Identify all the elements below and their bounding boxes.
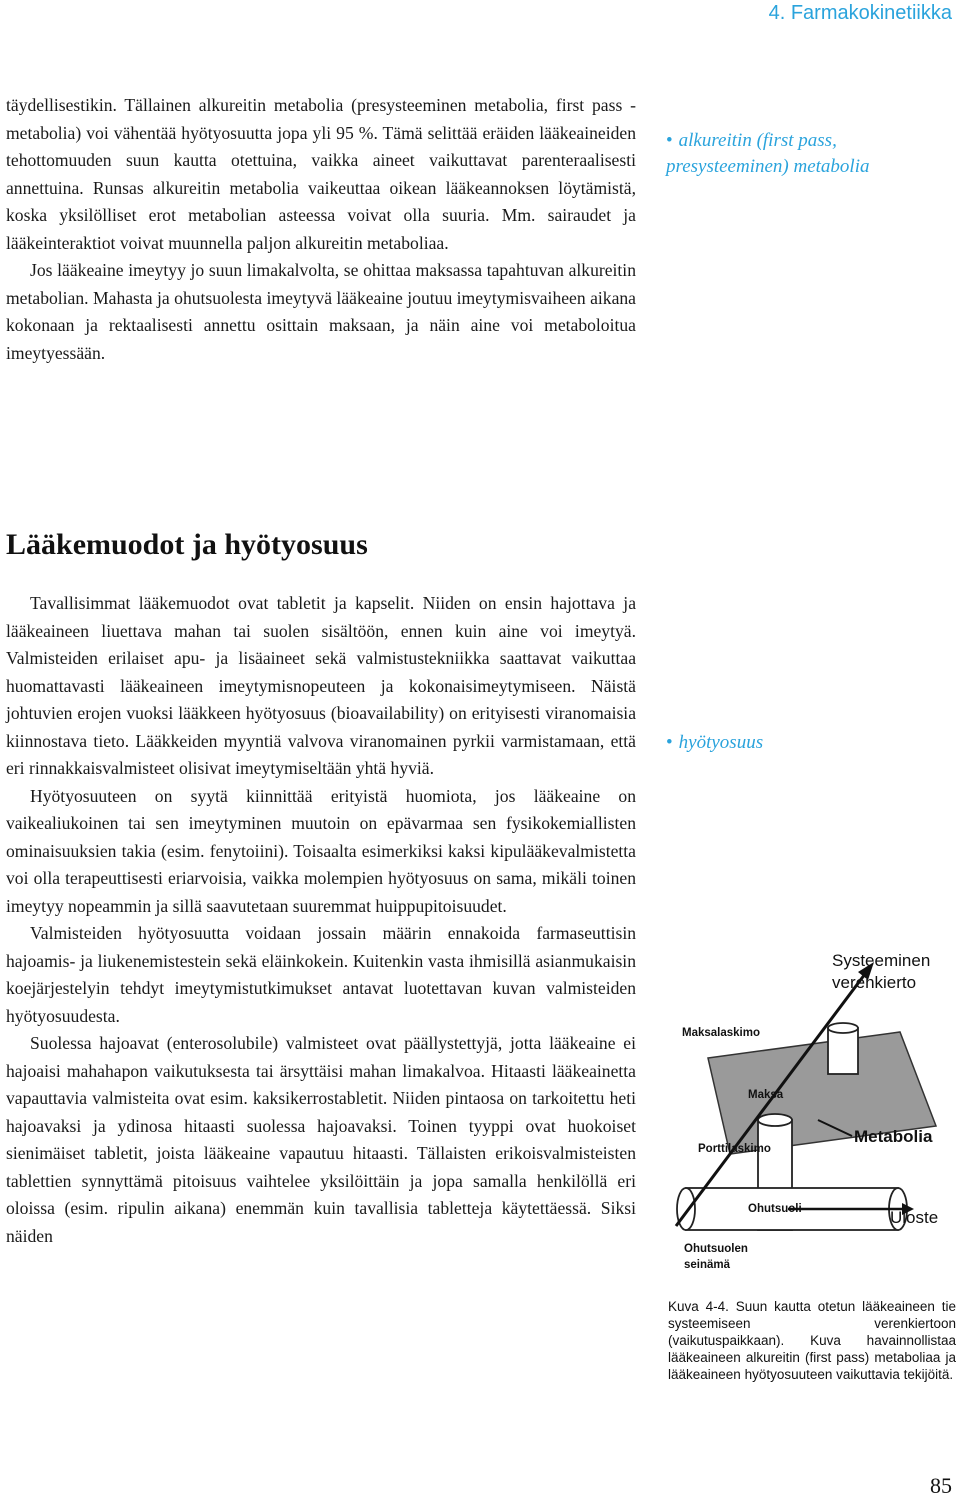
label-wall: seinämä <box>684 1259 731 1271</box>
label-hepatic-vein: Maksalaskimo <box>682 1027 760 1039</box>
label-portal-vein: Porttilaskimo <box>698 1143 771 1155</box>
margin-note-bioavailability <box>666 730 956 756</box>
label-excretion: Uloste <box>890 1208 939 1227</box>
paragraph: Jos lääkeaine imeytyy jo suun limakalvolta, se ohittaa maksassa tapahtuvan alkureitin metabolian. Mahasta ja ohutsuolesta imeytyvä lääkeaine joutuu imeytymisvaiheen aikana kokonaan ja rektaalisesti annettu osittain maksaan, ja näin aine voi metaboloitua imeytyessään. <box>6 260 636 363</box>
label-wall: Ohutsuolen <box>684 1243 748 1255</box>
hepatic-vein-tube <box>828 1028 858 1074</box>
bullet-icon: • <box>666 130 673 151</box>
label-small-intestine: Ohutsuoli <box>748 1203 802 1215</box>
margin-note-text: alkureitin (first pass, presysteeminen) metabolia <box>666 130 870 177</box>
label-metabolism: Metabolia <box>854 1127 933 1146</box>
first-pass-diagram <box>668 940 958 1280</box>
section-heading: Lääkemuodot ja hyötyosuus <box>6 528 368 561</box>
text-block-section <box>6 590 636 1250</box>
text-block-intro <box>6 92 636 367</box>
page-number: 85 <box>930 1473 952 1498</box>
bullet-icon: • <box>666 732 673 753</box>
label-circulation: verenkierto <box>832 973 917 992</box>
paragraph: Valmisteiden hyötyosuutta voidaan jossain määrin ennakoida farmaseuttisin hajoamis- ja liukenemistestein sekä eläinkokein. Kuitenkin vasta ihmisillä asianmukaisin koejärjestelyin tehdyt imeytymistutkimukset antavat luotettavan kuvan valmisteiden hyötyosuudesta. <box>6 923 636 1026</box>
paragraph: Suolessa hajoavat (enterosolubile) valmisteet ovat päällystettyjä, jotta lääkeaine ei hajoaisi mahahapon vaikutuksesta tai ärsyttäisi mahan limakalvoa. Hitaasti lääkeainetta vapauttavia valmisteita ovat esim. kaksikerrostabletit. Niiden pintaosa on tarkoitettu heti hajoavaksi ja ydinosa hitaasti suolessa hajoavaksi. Toinen tyyppi ovat huokoiset sienimäiset tabletit, joista lääkeaine vapautuu hitaasti. Tällaisten erikoisvalmisteisten tablettien synnyttämä pitoisuus vaihtelee yksilöittäin ja jopa samalla henkilöllä eri oloissa (esim. ripulin aikana) enemmän kuin tavallisia tabletteja käytettäessä. Siksi näiden <box>6 1033 636 1246</box>
margin-note-text: hyötyosuus <box>678 732 764 753</box>
label-systemic: Systeeminen <box>832 951 931 970</box>
paragraph: Hyötyosuuteen on syytä kiinnittää erityistä huomiota, jos lääkeaine on vaikealiukoinen tai sen imeytyminen muutoin on epävarmaa sen fysikokemiallisten ominaisuuksien takia (esim. fenytoiini). Toisaalta esimerkiksi kaksi kipulääkevalmistetta voi olla terapeuttisesti eriarvoisia, vaikka molempien hyötyosuus on sama, mikäli toinen imeytyy nopeammin ja sillä saavutetaan suuremmat huippupitoisuudet. <box>6 785 636 916</box>
chapter-title: 4. Farmakokinetiikka <box>768 2 952 24</box>
paragraph: täydellisestikin. Tällainen alkureitin metabolia (presysteeminen metabolia, first pass -metabolia) voi vähentää hyötyosuutta jopa yli 95 %. Tämä selittää eräiden lääkeaineiden tehottomuuden suun kautta otettuina, vaikka aineet vaikuttavat parenteraalisesti annettuina. Runsas alkureitin metabolia vaikeuttaa oikean lääkeannoksen löytämistä, koska yksilölliset erot metabolian asteessa voivat olla suuria. Mm. sairaudet ja lääkeinteraktiot voivat muunnella paljon alkureitin metaboliaa. <box>6 95 636 253</box>
paragraph: Tavallisimmat lääkemuodot ovat tabletit ja kapselit. Niiden on ensin hajottava ja lääkeaineen liuettava mahan tai suolen sisältöön, ennen kuin aine voi imeytyä. Valmisteiden erilaiset apu- ja lisäaineet sekä valmistustekniikka saattavat vaikuttaa huomattavasti lääkeaineen imeytymisnopeuteen ja kokonaisimeytymiseen. Näistä johtuvien erojen vuoksi lääkkeen hyötyosuus (bioavailability) on erityisesti viranomaisia kiinnostava tieto. Lääkkeiden myyntiä valvova viranomainen pyrkii varmistamaan, että eri rinnakkaisvalmisteet olisivat imeytymiseltään yhtä hyviä. <box>6 593 636 778</box>
margin-note-first-pass <box>666 128 956 180</box>
label-liver: Maksa <box>748 1089 784 1101</box>
figure-caption: Kuva 4-4. Suun kautta otetun lääkeaineen tie systeemiseen verenkiertoon (vaikutuspaikkaan). Kuva havainnollistaa lääkeaineen alkureitin (first pass) metaboliaa ja lääkeaineen hyötyosuuteen vaikuttavia tekijöitä. <box>668 1299 956 1382</box>
